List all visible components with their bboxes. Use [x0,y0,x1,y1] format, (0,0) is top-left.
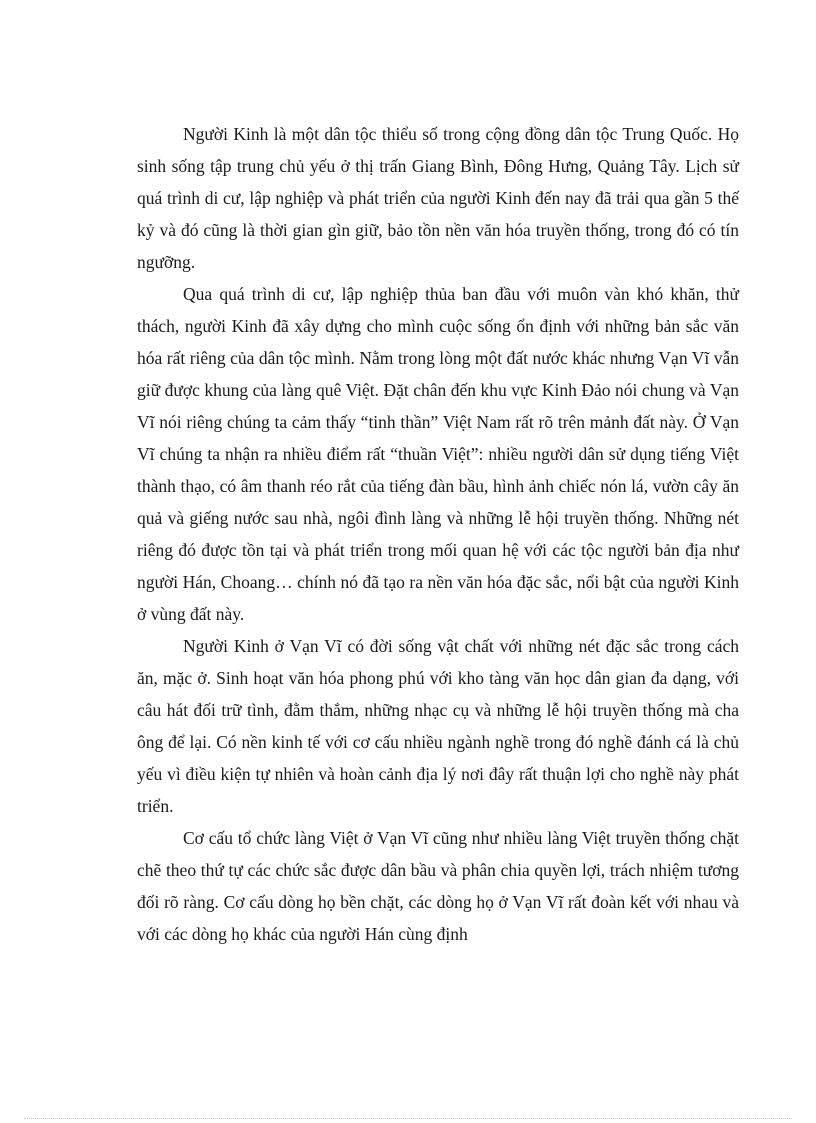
paragraph-1: Người Kinh là một dân tộc thiểu số trong cộng đồng dân tộc Trung Quốc. Họ sinh sống tập trung chủ yếu ở thị trấn Giang Bình, Đông Hưng, Quảng Tây. Lịch sử quá trình di cư, lập nghiệp và phát triển của người Kinh đến nay đã trải qua gần 5 thế kỷ và đó cũng là thời gian gìn giữ, bảo tồn nền văn hóa truyền thống, trong đó có tín ngưỡng. [137,124,739,272]
page-bottom-border [24,1118,792,1119]
paragraph-2: Qua quá trình di cư, lập nghiệp thủa ban đầu với muôn vàn khó khăn, thử thách, người Kinh đã xây dựng cho mình cuộc sống ổn định với những bản sắc văn hóa rất riêng của dân tộc mình. Nằm trong lòng một đất nước khác nhưng Vạn Vĩ vẫn giữ được khung của làng quê Việt. Đặt chân đến khu vực Kinh Đảo nói chung và Vạn Vĩ nói riêng chúng ta cảm thấy “tinh thần” Việt Nam rất rõ trên mảnh đất này. Ở Vạn Vĩ chúng ta nhận ra nhiều điểm rất “thuần Việt”: nhiều người dân sử dụng tiếng Việt thành thạo, có âm thanh réo rắt của tiếng đàn bầu, hình ảnh chiếc nón lá, vườn cây ăn quả và giếng nước sau nhà, ngôi đình làng và những lễ hội truyền thống. Những nét riêng đó được tồn tại và phát triển trong mối quan hệ với các tộc người bản địa như người Hán, Choang… chính nó đã tạo ra nền văn hóa đặc sắc, nổi bật của người Kinh ở vùng đất này. [137,284,739,624]
body-text [137,118,739,950]
paragraph-4: Cơ cấu tổ chức làng Việt ở Vạn Vĩ cũng như nhiều làng Việt truyền thống chặt chẽ theo thứ tự các chức sắc được dân bầu và phân chia quyền lợi, trách nhiệm tương đối rõ ràng. Cơ cấu dòng họ bền chặt, các dòng họ ở Vạn Vĩ rất đoàn kết với nhau và với các dòng họ khác của người Hán cùng định [137,828,739,944]
paragraph-3: Người Kinh ở Vạn Vĩ có đời sống vật chất với những nét đặc sắc trong cách ăn, mặc ở. Sinh hoạt văn hóa phong phú với kho tàng văn học dân gian đa dạng, với câu hát đối trữ tình, đằm thắm, những nhạc cụ và những lễ hội truyền thống mà cha ông để lại. Có nền kinh tế với cơ cấu nhiều ngành nghề trong đó nghề đánh cá là chủ yếu vì điều kiện tự nhiên và hoàn cảnh địa lý nơi đây rất thuận lợi cho nghề này phát triển. [137,636,739,816]
